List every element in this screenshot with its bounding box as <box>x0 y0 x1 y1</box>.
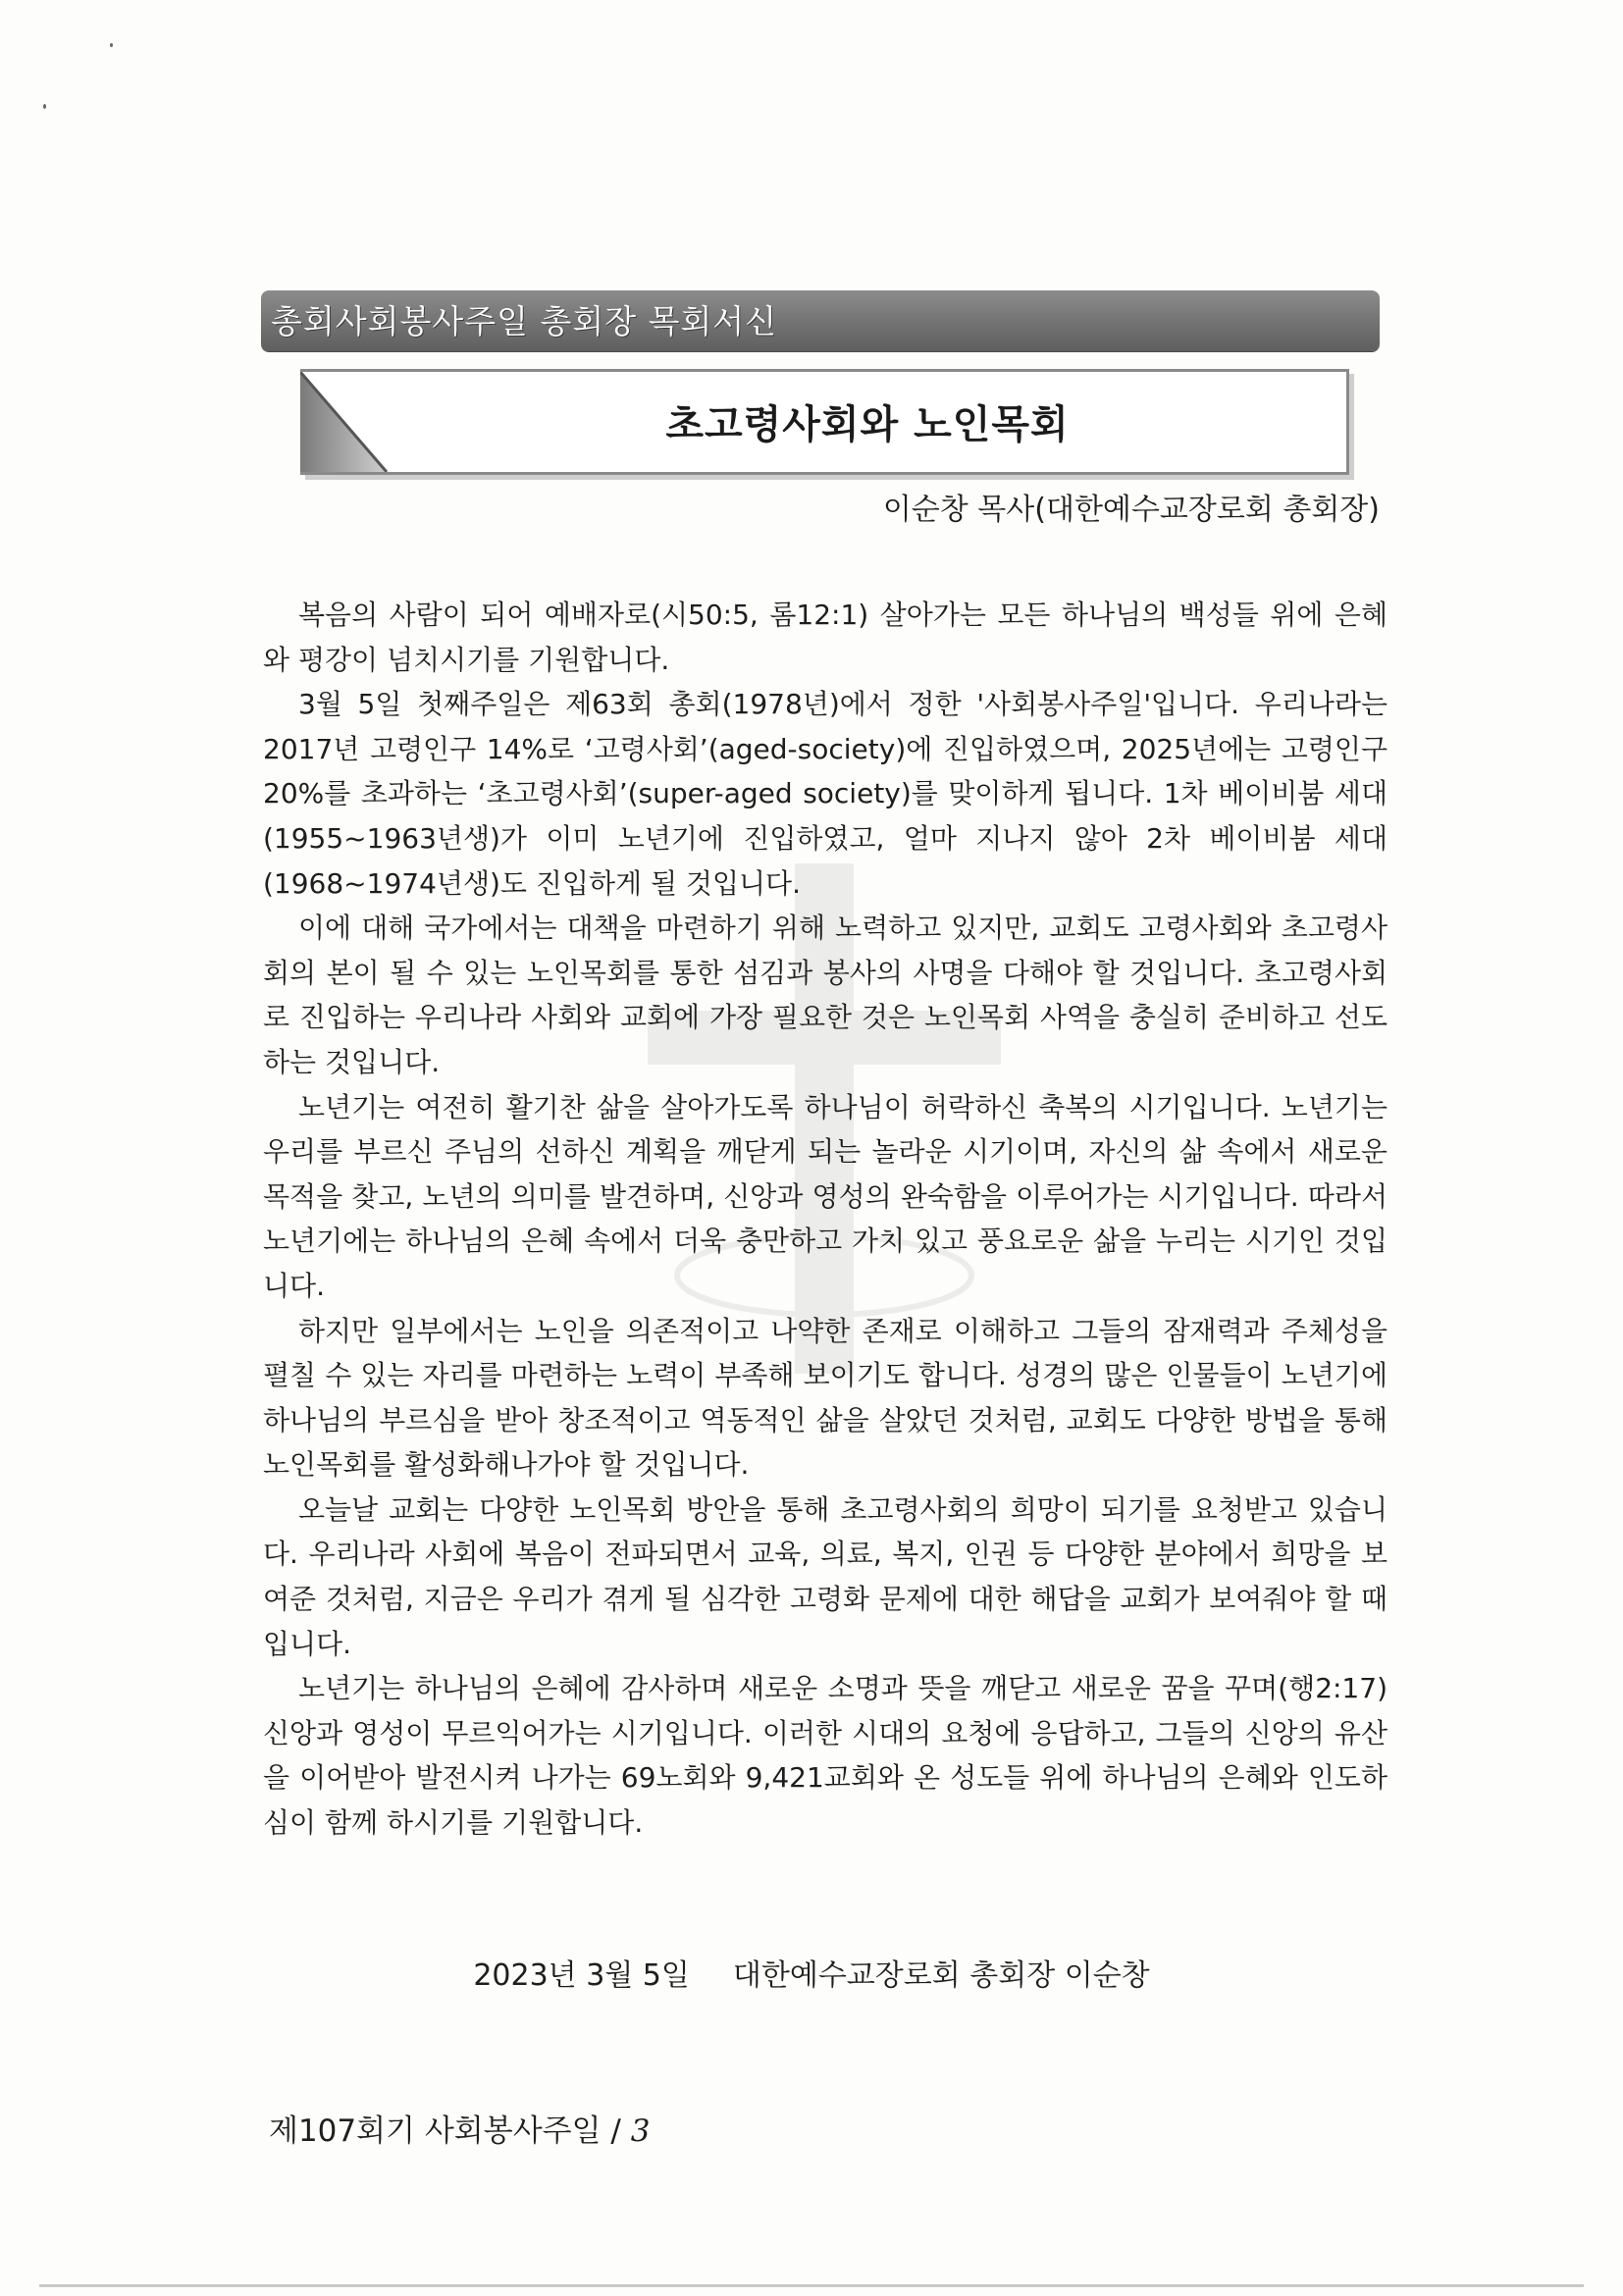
author-byline: 이순창 목사(대한예수교장로회 총회장) <box>882 493 1380 527</box>
publication-name: 제107회기 사회봉사주일 <box>269 2113 602 2149</box>
series-banner <box>261 290 1380 351</box>
paragraph: 이에 대해 국가에서는 대책을 마련하기 위해 노력하고 있지만, 교회도 고령사회와 초고령사회의 본이 될 수 있는 노인목회를 통한 섬김과 봉사의 사명을 다해야 할 것입니다. 초고령사회로 진입하는 우리나라 사회와 교회에 가장 필요한 것은 노인목회 사역을 충실히 준비하고 선도하는 것입니다. <box>263 912 1387 1078</box>
paragraph: 노년기는 하나님의 은혜에 감사하며 새로운 소명과 뜻을 깨닫고 새로운 꿈을 꾸며(행2:17) 신앙과 영성이 무르익어가는 시기입니다. 이러한 시대의 요청에 응답하고, 그들의 신앙의 유산을 이어받아 발전시켜 나가는 69노회와 9,421교회와 온 성도들 위에 하나님의 은혜와 인도하심이 함께 하시기를 기원합니다. <box>263 1672 1387 1840</box>
page-number: 3 <box>630 2113 651 2149</box>
bottom-scan-edge <box>39 2284 1584 2287</box>
paragraph: 노년기는 여전히 활기찬 삶을 살아가도록 하나님이 허락하신 축복의 시기입니다. 노년기는 우리를 부르신 주님의 선하신 계획을 깨닫게 되는 놀라운 시기이며, 자신의 삶 속에서 새로운 목적을 찾고, 노년의 의미를 발견하며, 신앙과 영성의 완숙함을 이루어가는 시기입니다. 따라서 노년기에는 하나님의 은혜 속에서 더욱 충만하고 가치 있고 풍요로운 삶을 누리는 시기인 것입니다. <box>263 1090 1387 1302</box>
paragraph: 복음의 사람이 되어 예배자로(시50:5, 롬12:1) 살아가는 모든 하나님의 백성들 위에 은혜와 평강이 넘치시기를 기원합니다. <box>263 599 1387 676</box>
footer-separator: / <box>610 2113 621 2149</box>
series-title: 총회사회봉사주일 총회장 목회서신 <box>271 302 778 340</box>
closing-date: 2023년 3월 5일 <box>473 1958 690 1993</box>
letter-body <box>263 593 1387 1846</box>
closing-line <box>0 1951 1623 1994</box>
page-footer <box>269 2106 650 2150</box>
paragraph: 오늘날 교회는 다양한 노인목회 방안을 통해 초고령사회의 희망이 되기를 요청받고 있습니다. 우리나라 사회에 복음이 전파되면서 교육, 의료, 복지, 인권 등 다양한 분야에서 희망을 보여준 것처럼, 지금은 우리가 겪게 될 심각한 고령화 문제에 대한 해답을 교회가 보여줘야 할 때입니다. <box>263 1492 1387 1660</box>
article-title: 초고령사회와 노인목회 <box>665 402 1070 447</box>
scan-speck <box>110 43 113 47</box>
closing-signature: 대한예수교장로회 총회장 이순창 <box>732 1958 1150 1993</box>
paragraph: 3월 5일 첫째주일은 제63회 총회(1978년)에서 정한 '사회봉사주일'입니다. 우리나라는 2017년 고령인구 14%로 ‘고령사회’(aged-society)에 진입하였으며, 2025년에는 고령인구 20%를 초과하는 ‘초고령사회’(super-aged society)를 맞이하게 됩니다. 1차 베이비붐 세대(1955~1963년생)가 이미 노년기에 진입하였고, 얼마 지나지 않아 2차 베이비붐 세대(1968~1974년생)도 진입하게 될 것입니다. <box>263 688 1387 900</box>
scan-speck <box>43 104 46 109</box>
paragraph: 하지만 일부에서는 노인을 의존적이고 나약한 존재로 이해하고 그들의 잠재력과 주체성을 펼칠 수 있는 자리를 마련하는 노력이 부족해 보이기도 합니다. 성경의 많은 인물들이 노년기에 하나님의 부르심을 받아 창조적이고 역동적인 삶을 살았던 것처럼, 교회도 다양한 방법을 통해 노인목회를 활성화해나가야 할 것입니다. <box>263 1314 1387 1482</box>
title-box <box>300 369 1349 475</box>
